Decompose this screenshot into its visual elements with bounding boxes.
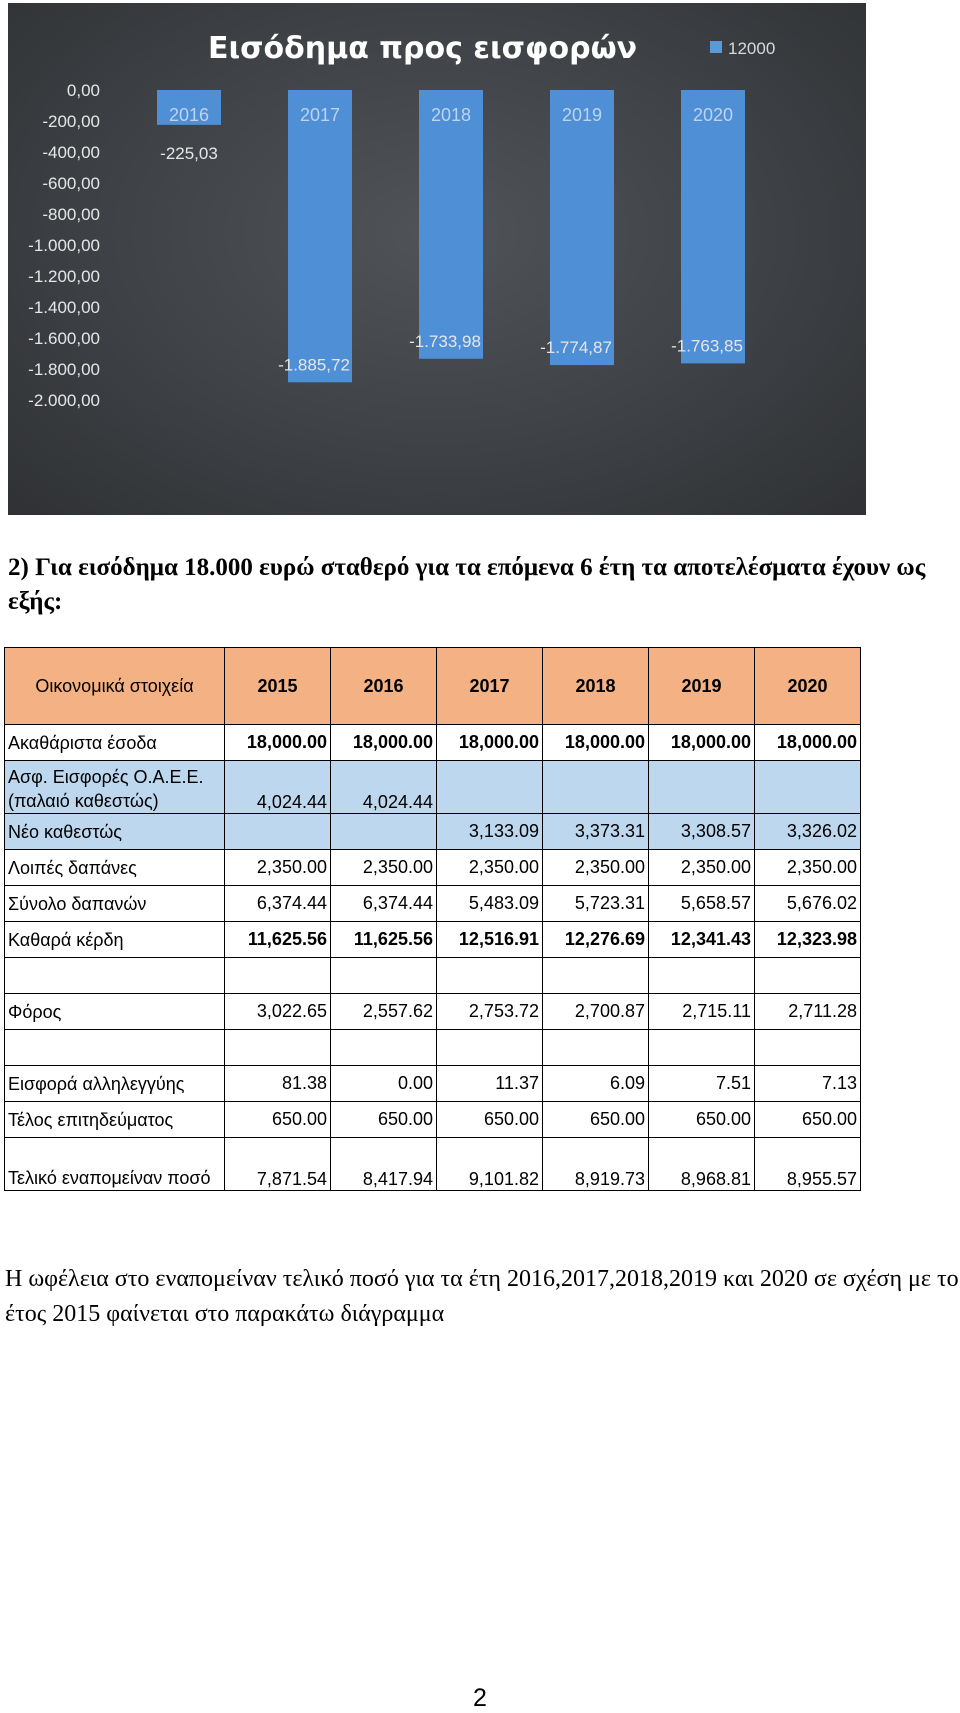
data-label: -1.733,98 — [409, 331, 481, 351]
value-cell: 4,024.44 — [225, 761, 331, 814]
bar — [681, 90, 745, 363]
value-cell — [437, 1030, 543, 1066]
row-label: Ακαθάριστα έσοδα — [5, 725, 225, 761]
value-cell: 6,374.44 — [331, 886, 437, 922]
value-cell — [755, 1030, 861, 1066]
value-cell: 7.13 — [755, 1066, 861, 1102]
value-cell: 6,374.44 — [225, 886, 331, 922]
value-cell — [755, 761, 861, 814]
value-cell: 650.00 — [755, 1102, 861, 1138]
row-label — [5, 958, 225, 994]
row-label: Νέο καθεστώς — [5, 814, 225, 850]
header-year-cell: 2016 — [331, 648, 437, 725]
row-label: Τελικό εναπομείναν ποσό — [5, 1138, 225, 1191]
value-cell: 650.00 — [649, 1102, 755, 1138]
value-cell: 11,625.56 — [331, 922, 437, 958]
value-cell: 11.37 — [437, 1066, 543, 1102]
legend-swatch — [710, 41, 722, 53]
value-cell: 5,658.57 — [649, 886, 755, 922]
category-label: 2019 — [561, 105, 603, 125]
category-label: 2017 — [299, 105, 341, 125]
value-cell: 5,676.02 — [755, 886, 861, 922]
value-cell: 2,715.11 — [649, 994, 755, 1030]
value-cell: 3,022.65 — [225, 994, 331, 1030]
data-label: -1.885,72 — [278, 355, 350, 375]
value-cell: 8,417.94 — [331, 1138, 437, 1191]
y-tick-label: -1.400,00 — [28, 298, 100, 317]
data-label: -225,03 — [160, 143, 218, 163]
value-cell — [649, 761, 755, 814]
value-cell: 2,753.72 — [437, 994, 543, 1030]
value-cell: 2,350.00 — [543, 850, 649, 886]
value-cell: 7,871.54 — [225, 1138, 331, 1191]
row-label: Καθαρά κέρδη — [5, 922, 225, 958]
table-row — [5, 850, 861, 886]
header-label-cell: Οικονομικά στοιχεία — [5, 648, 225, 725]
value-cell: 0.00 — [331, 1066, 437, 1102]
value-cell: 2,700.87 — [543, 994, 649, 1030]
value-cell — [437, 761, 543, 814]
value-cell: 5,483.09 — [437, 886, 543, 922]
data-label: -1.774,87 — [540, 338, 612, 358]
page-number: 2 — [473, 1684, 487, 1712]
y-tick-label: -200,00 — [42, 112, 100, 131]
row-label: Φόρος — [5, 994, 225, 1030]
value-cell: 2,350.00 — [331, 850, 437, 886]
row-label — [5, 1030, 225, 1066]
value-cell: 2,350.00 — [437, 850, 543, 886]
value-cell: 18,000.00 — [543, 725, 649, 761]
value-cell: 650.00 — [437, 1102, 543, 1138]
row-label: Σύνολο δαπανών — [5, 886, 225, 922]
table-row — [5, 958, 861, 994]
value-cell: 18,000.00 — [755, 725, 861, 761]
value-cell — [437, 958, 543, 994]
value-cell: 81.38 — [225, 1066, 331, 1102]
table-row — [5, 1066, 861, 1102]
header-year-cell: 2019 — [649, 648, 755, 725]
chart-title: Εισόδημα προς εισφορών — [208, 31, 638, 66]
value-cell: 12,516.91 — [437, 922, 543, 958]
y-tick-label: -1.600,00 — [28, 329, 100, 348]
table-row — [5, 994, 861, 1030]
value-cell — [225, 958, 331, 994]
value-cell: 4,024.44 — [331, 761, 437, 814]
table-row — [5, 1102, 861, 1138]
header-year-cell: 2015 — [225, 648, 331, 725]
value-cell — [543, 958, 649, 994]
value-cell: 2,350.00 — [755, 850, 861, 886]
table-row — [5, 725, 861, 761]
y-tick-label: -600,00 — [42, 174, 100, 193]
value-cell: 2,350.00 — [649, 850, 755, 886]
y-tick-label: -1.800,00 — [28, 360, 100, 379]
value-cell: 2,711.28 — [755, 994, 861, 1030]
y-tick-label: -400,00 — [42, 143, 100, 162]
value-cell: 3,308.57 — [649, 814, 755, 850]
value-cell — [755, 958, 861, 994]
value-cell — [331, 1030, 437, 1066]
category-label: 2018 — [430, 105, 472, 125]
value-cell — [649, 958, 755, 994]
table-row — [5, 814, 861, 850]
value-cell — [225, 1030, 331, 1066]
y-tick-label: -1.000,00 — [28, 236, 100, 255]
bar — [550, 90, 614, 365]
y-tick-label: -800,00 — [42, 205, 100, 224]
value-cell: 9,101.82 — [437, 1138, 543, 1191]
table-row — [5, 1030, 861, 1066]
value-cell: 3,373.31 — [543, 814, 649, 850]
value-cell: 7.51 — [649, 1066, 755, 1102]
header-year-cell: 2020 — [755, 648, 861, 725]
header-year-cell: 2018 — [543, 648, 649, 725]
row-label: Τέλος επιτηδεύματος — [5, 1102, 225, 1138]
table-body — [5, 725, 861, 1191]
value-cell: 8,919.73 — [543, 1138, 649, 1191]
value-cell: 12,323.98 — [755, 922, 861, 958]
table-row — [5, 922, 861, 958]
table-header-row — [5, 648, 861, 725]
value-cell: 650.00 — [331, 1102, 437, 1138]
y-tick-label: -2.000,00 — [28, 391, 100, 410]
value-cell: 650.00 — [543, 1102, 649, 1138]
value-cell: 2,557.62 — [331, 994, 437, 1030]
bar — [419, 90, 483, 359]
value-cell: 2,350.00 — [225, 850, 331, 886]
value-cell: 11,625.56 — [225, 922, 331, 958]
section-heading: 2) Για εισόδημα 18.000 ευρώ σταθερό για τα επόμενα 6 έτη τα αποτελέσματα έχουν ως εξής: — [8, 554, 926, 615]
value-cell — [225, 814, 331, 850]
y-tick-label: -1.200,00 — [28, 267, 100, 286]
bars — [157, 90, 745, 382]
value-cell: 12,341.43 — [649, 922, 755, 958]
data-label: -1.763,85 — [671, 336, 743, 356]
row-label: Λοιπές δαπάνες — [5, 850, 225, 886]
value-cell: 8,955.57 — [755, 1138, 861, 1191]
value-cell: 8,968.81 — [649, 1138, 755, 1191]
value-cell — [331, 814, 437, 850]
table-row — [5, 886, 861, 922]
header-year-cell: 2017 — [437, 648, 543, 725]
value-cell: 18,000.00 — [649, 725, 755, 761]
value-cell — [543, 1030, 649, 1066]
category-label: 2016 — [168, 105, 210, 125]
value-cell: 18,000.00 — [225, 725, 331, 761]
value-cell: 650.00 — [225, 1102, 331, 1138]
conclusion-paragraph: Η ωφέλεια στο εναπομείναν τελικό ποσό για τα έτη 2016,2017,2018,2019 και 2020 σε σχέση με το έτος 2015 φαίνεται στο παρακάτω διάγραμμα — [5, 1266, 959, 1327]
row-label: Εισφορά αλληλεγγύης — [5, 1066, 225, 1102]
value-cell: 12,276.69 — [543, 922, 649, 958]
value-cell: 6.09 — [543, 1066, 649, 1102]
legend-label: 12000 — [728, 39, 776, 58]
y-tick-label: 0,00 — [66, 81, 100, 100]
financial-data-table — [4, 647, 861, 1191]
row-label: Ασφ. Εισφορές Ο.Α.Ε.Ε. (παλαιό καθεστώς) — [5, 761, 225, 814]
y-axis — [28, 81, 100, 410]
bar — [288, 90, 352, 382]
value-cell — [543, 761, 649, 814]
category-label: 2020 — [692, 105, 734, 125]
value-cell: 3,326.02 — [755, 814, 861, 850]
value-cell: 3,133.09 — [437, 814, 543, 850]
value-cell: 5,723.31 — [543, 886, 649, 922]
income-contribution-chart — [8, 3, 866, 515]
table-row — [5, 761, 861, 814]
chart-svg — [8, 3, 866, 515]
table-row — [5, 1138, 861, 1191]
value-cell: 18,000.00 — [331, 725, 437, 761]
value-cell — [331, 958, 437, 994]
value-cell: 18,000.00 — [437, 725, 543, 761]
value-cell — [649, 1030, 755, 1066]
